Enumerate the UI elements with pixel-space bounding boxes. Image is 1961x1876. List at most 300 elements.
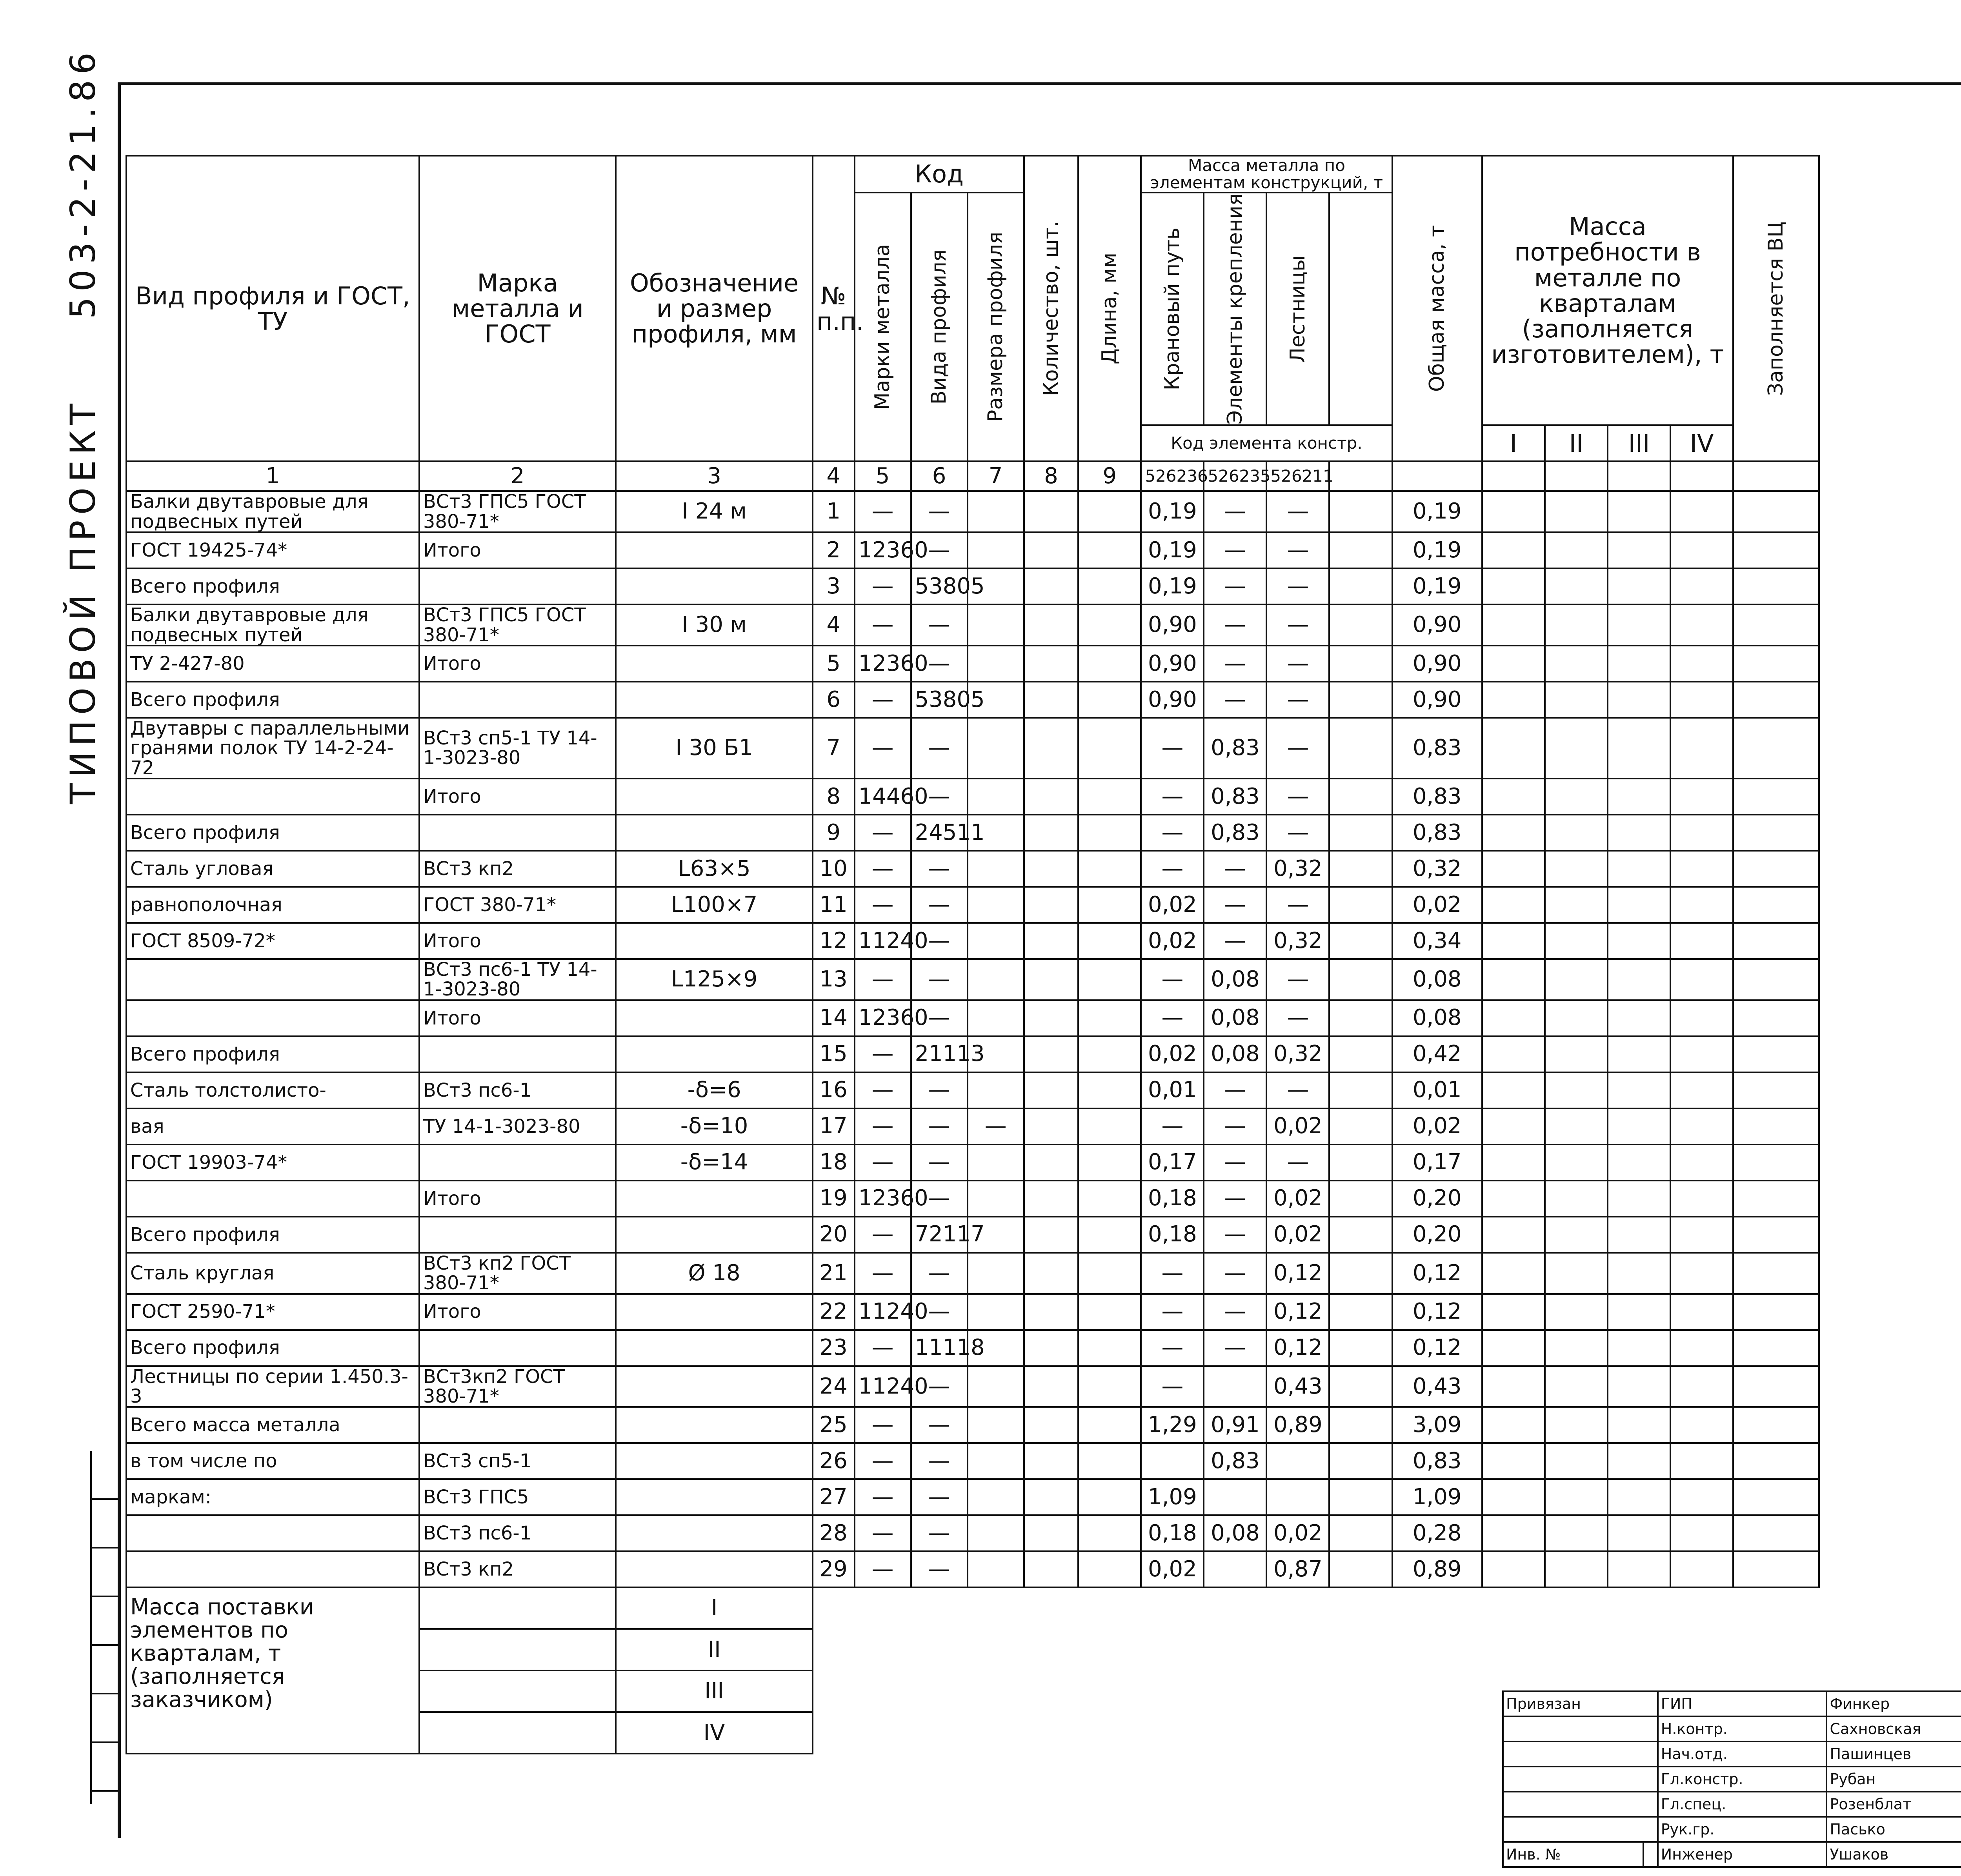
cell-n: 10 [813, 851, 855, 887]
cell-x [1329, 1145, 1392, 1181]
cell-e3: 0,89 [1266, 1407, 1329, 1443]
cell-q4 [1670, 1036, 1733, 1072]
cell-q3 [1608, 1551, 1670, 1587]
cell-e2: — [1204, 1145, 1266, 1181]
cell-e1: 0,18 [1141, 1181, 1204, 1217]
cell-t: 0,28 [1392, 1515, 1482, 1551]
cell-n: 29 [813, 1551, 855, 1587]
cell-l [1078, 1253, 1141, 1294]
cell-x [1329, 1072, 1392, 1108]
cell-r [968, 851, 1024, 887]
cell-e3: 0,12 [1266, 1253, 1329, 1294]
cell-c3: L100×7 [616, 887, 812, 923]
cell-t: 0,19 [1392, 568, 1482, 604]
cell-e1: — [1141, 779, 1204, 815]
cell-t: 0,01 [1392, 1072, 1482, 1108]
header-total-label: Общая масса, т [1425, 225, 1449, 392]
cell-m: — [855, 1443, 911, 1479]
cell-v: — [911, 1366, 968, 1407]
cell-q3 [1608, 532, 1670, 568]
cell-q [1024, 1551, 1079, 1587]
header-quantity-label: Количество, шт. [1039, 221, 1063, 397]
cell-q3 [1608, 887, 1670, 923]
cell-e1: — [1141, 1294, 1204, 1330]
cell-q [1024, 718, 1079, 779]
cell-n: 21 [813, 1253, 855, 1294]
cell-e2: 0,83 [1204, 718, 1266, 779]
table-row [126, 1366, 1819, 1407]
cell-c1 [126, 959, 419, 1000]
header-code-grade-label: Марки металла [871, 244, 895, 410]
cell-vc [1733, 959, 1819, 1000]
cell-m: — [855, 1515, 911, 1551]
cell-t: 0,08 [1392, 1000, 1482, 1036]
cell-c2: ВСт3 пс6-1 [419, 1072, 616, 1108]
supply-quarter: III [616, 1670, 812, 1712]
supply-empty [813, 1629, 1819, 1670]
cell-r [968, 1366, 1024, 1407]
cell-q1 [1482, 851, 1545, 887]
cell-e3 [1266, 1479, 1329, 1515]
cell-q2 [1545, 604, 1608, 646]
cell-vc [1733, 923, 1819, 959]
sign-role: Н.контр. [1658, 1716, 1827, 1741]
cell-x [1329, 1108, 1392, 1145]
cell-c1: Сталь угловая [126, 851, 419, 887]
cell-l [1078, 718, 1141, 779]
cell-q3 [1608, 1515, 1670, 1551]
cell-q [1024, 568, 1079, 604]
header-fixing-label: Элементы крепления [1223, 193, 1247, 425]
cell-e3: 0,87 [1266, 1551, 1329, 1587]
cell-e3: — [1266, 1145, 1329, 1181]
cell-q4 [1670, 923, 1733, 959]
cell-r [968, 532, 1024, 568]
cell-l [1078, 1217, 1141, 1253]
cell-l [1078, 815, 1141, 851]
cell-q2 [1545, 1330, 1608, 1366]
table-row [126, 1217, 1819, 1253]
cell-q1 [1482, 779, 1545, 815]
header-mass-elements: Масса металла по элементам конструкций, т [1141, 156, 1392, 193]
cell-e3: — [1266, 682, 1329, 718]
cell-q3 [1608, 815, 1670, 851]
cell-q4 [1670, 1000, 1733, 1036]
supply-label: Масса поставки элементов по кварталам, т (заполняется заказчиком) [126, 1587, 419, 1754]
cell-q2 [1545, 532, 1608, 568]
sign-role: ГИП [1658, 1691, 1827, 1716]
cell-x [1329, 923, 1392, 959]
cell-q2 [1545, 1145, 1608, 1181]
cell-vc [1733, 1443, 1819, 1479]
cell-e1: 0,02 [1141, 923, 1204, 959]
col-number-blank [1733, 461, 1819, 491]
cell-e3: 0,02 [1266, 1108, 1329, 1145]
cell-n: 12 [813, 923, 855, 959]
cell-m: — [855, 682, 911, 718]
cell-q2 [1545, 779, 1608, 815]
cell-c3 [616, 682, 812, 718]
cell-x [1329, 815, 1392, 851]
cell-vc [1733, 718, 1819, 779]
cell-c1: Всего профиля [126, 1036, 419, 1072]
cell-q4 [1670, 959, 1733, 1000]
signature-block [1502, 1690, 1961, 1868]
header-q4: IV [1670, 425, 1733, 461]
element-code-1: 526236 [1141, 461, 1204, 491]
cell-c1: Всего профиля [126, 682, 419, 718]
table-row [126, 1330, 1819, 1366]
element-code-2: 526235 [1204, 461, 1266, 491]
cell-x [1329, 718, 1392, 779]
supply-cell [419, 1587, 616, 1629]
cell-e2: — [1204, 923, 1266, 959]
cell-q [1024, 604, 1079, 646]
cell-e2: — [1204, 1217, 1266, 1253]
sign-name: Пашинцев [1826, 1741, 1961, 1767]
cell-r: — [968, 1108, 1024, 1145]
cell-c1: вая [126, 1108, 419, 1145]
cell-l [1078, 1515, 1141, 1551]
cell-r [968, 604, 1024, 646]
cell-q4 [1670, 1217, 1733, 1253]
cell-q2 [1545, 851, 1608, 887]
cell-vc [1733, 1366, 1819, 1407]
cell-e3: 0,43 [1266, 1366, 1329, 1407]
cell-l [1078, 491, 1141, 532]
cell-e3: — [1266, 604, 1329, 646]
header-crane [1141, 193, 1204, 425]
cell-t: 0,02 [1392, 1108, 1482, 1145]
cell-n: 15 [813, 1036, 855, 1072]
col-number: 7 [968, 461, 1024, 491]
cell-t: 0,83 [1392, 718, 1482, 779]
table-row [126, 1443, 1819, 1479]
cell-q4 [1670, 568, 1733, 604]
cell-q [1024, 1294, 1079, 1330]
cell-q3 [1608, 1479, 1670, 1515]
cell-l [1078, 532, 1141, 568]
cell-n: 7 [813, 718, 855, 779]
cell-m: 11240 [855, 1294, 911, 1330]
cell-l [1078, 1108, 1141, 1145]
cell-v: 53805 [911, 568, 968, 604]
cell-q3 [1608, 646, 1670, 682]
cell-c3 [616, 1366, 812, 1407]
cell-v: — [911, 1072, 968, 1108]
cell-c1: Сталь толстолисто- [126, 1072, 419, 1108]
cell-q1 [1482, 718, 1545, 779]
cell-e2: — [1204, 682, 1266, 718]
cell-q1 [1482, 815, 1545, 851]
cell-c2 [419, 1407, 616, 1443]
cell-c2: Итого [419, 779, 616, 815]
cell-c2: ВСт3 кп2 ГОСТ 380-71* [419, 1253, 616, 1294]
cell-q3 [1608, 1253, 1670, 1294]
cell-n: 17 [813, 1108, 855, 1145]
cell-q3 [1608, 779, 1670, 815]
cell-e2: — [1204, 1330, 1266, 1366]
header-q2: II [1545, 425, 1608, 461]
cell-q [1024, 959, 1079, 1000]
cell-e2: — [1204, 532, 1266, 568]
cell-x [1329, 1217, 1392, 1253]
element-code-4 [1329, 461, 1392, 491]
cell-m: 12360 [855, 532, 911, 568]
table-row [126, 568, 1819, 604]
cell-q [1024, 1000, 1079, 1036]
supply-quarter: II [616, 1629, 812, 1670]
cell-c1: Всего профиля [126, 568, 419, 604]
cell-t: 0,83 [1392, 1443, 1482, 1479]
cell-m: — [855, 1407, 911, 1443]
cell-e3: 0,02 [1266, 1181, 1329, 1217]
cell-vc [1733, 1479, 1819, 1515]
table-row [126, 1145, 1819, 1181]
cell-c2: ВСт3 пс6-1 ТУ 14-1-3023-80 [419, 959, 616, 1000]
cell-v: — [911, 1253, 968, 1294]
cell-q [1024, 646, 1079, 682]
cell-vc [1733, 491, 1819, 532]
cell-q4 [1670, 1366, 1733, 1407]
sign-name: Финкер [1826, 1691, 1961, 1716]
cell-e2: — [1204, 568, 1266, 604]
cell-c2: ВСт3 ГПС5 ГОСТ 380-71* [419, 491, 616, 532]
cell-e1: — [1141, 959, 1204, 1000]
cell-n: 5 [813, 646, 855, 682]
cell-q [1024, 1181, 1079, 1217]
cell-x [1329, 1515, 1392, 1551]
cell-c3 [616, 1443, 812, 1479]
table-row [126, 923, 1819, 959]
cell-c3 [616, 1330, 812, 1366]
cell-c3 [616, 779, 812, 815]
cell-v: — [911, 959, 968, 1000]
cell-v: — [911, 1181, 968, 1217]
cell-q3 [1608, 1443, 1670, 1479]
cell-n: 3 [813, 568, 855, 604]
cell-e2: — [1204, 851, 1266, 887]
cell-c2 [419, 1145, 616, 1181]
cell-m: 11240 [855, 1366, 911, 1407]
cell-q3 [1608, 682, 1670, 718]
cell-e2: — [1204, 646, 1266, 682]
cell-e3: — [1266, 718, 1329, 779]
cell-r [968, 887, 1024, 923]
cell-e1: — [1141, 1108, 1204, 1145]
cell-l [1078, 1000, 1141, 1036]
cell-vc [1733, 1108, 1819, 1145]
cell-m: — [855, 568, 911, 604]
cell-e3: 0,32 [1266, 851, 1329, 887]
cell-e3 [1266, 1443, 1329, 1479]
cell-e2: — [1204, 1181, 1266, 1217]
cell-vc [1733, 779, 1819, 815]
cell-v: — [911, 923, 968, 959]
cell-t: 0,19 [1392, 532, 1482, 568]
cell-e3: 0,32 [1266, 1036, 1329, 1072]
cell-r [968, 1181, 1024, 1217]
cell-c1: Всего профиля [126, 1217, 419, 1253]
cell-q4 [1670, 1479, 1733, 1515]
cell-r [968, 646, 1024, 682]
cell-q [1024, 1330, 1079, 1366]
cell-q1 [1482, 1330, 1545, 1366]
cell-l [1078, 923, 1141, 959]
cell-c1 [126, 1515, 419, 1551]
table-row [126, 1181, 1819, 1217]
cell-m: — [855, 815, 911, 851]
header-stairs-label: Лестницы [1286, 255, 1310, 363]
cell-m: — [855, 1479, 911, 1515]
cell-x [1329, 1036, 1392, 1072]
cell-q2 [1545, 1551, 1608, 1587]
cell-m: 12360 [855, 1181, 911, 1217]
header-q3: III [1608, 425, 1670, 461]
cell-n: 25 [813, 1407, 855, 1443]
cell-m: — [855, 1145, 911, 1181]
table-row [126, 1253, 1819, 1294]
cell-e3: — [1266, 646, 1329, 682]
cell-m: 11240 [855, 923, 911, 959]
cell-q2 [1545, 923, 1608, 959]
cell-m: — [855, 1036, 911, 1072]
cell-v: — [911, 1551, 968, 1587]
cell-vc [1733, 1217, 1819, 1253]
cell-c2: ТУ 14-1-3023-80 [419, 1108, 616, 1145]
col-number: 6 [911, 461, 968, 491]
cell-c1 [126, 1000, 419, 1036]
cell-c1: Балки двутавровые для подвесных путей [126, 491, 419, 532]
cell-q2 [1545, 1294, 1608, 1330]
cell-e1: — [1141, 1000, 1204, 1036]
cell-t: 0,83 [1392, 815, 1482, 851]
cell-q4 [1670, 532, 1733, 568]
cell-q2 [1545, 887, 1608, 923]
header-code-profile-label: Вида профиля [927, 249, 951, 405]
cell-c2: Итого [419, 646, 616, 682]
table-row [126, 959, 1819, 1000]
cell-vc [1733, 815, 1819, 851]
cell-q [1024, 1407, 1079, 1443]
cell-n: 20 [813, 1217, 855, 1253]
cell-t: 0,20 [1392, 1217, 1482, 1253]
cell-t: 0,12 [1392, 1253, 1482, 1294]
header-index-label: № п.п. [816, 281, 864, 336]
col-number-blank [1392, 461, 1482, 491]
privyazan-label: Привязан [1503, 1691, 1658, 1716]
col-number: 1 [126, 461, 419, 491]
header-quantity [1024, 156, 1079, 461]
cell-e2 [1204, 1479, 1266, 1515]
cell-vc [1733, 532, 1819, 568]
cell-vc [1733, 1145, 1819, 1181]
cell-q2 [1545, 568, 1608, 604]
cell-q [1024, 1217, 1079, 1253]
cell-v: — [911, 718, 968, 779]
cell-c3: I 24 м [616, 491, 812, 532]
cell-x [1329, 1479, 1392, 1515]
table-row [126, 718, 1819, 779]
cell-q3 [1608, 851, 1670, 887]
cell-v: — [911, 1108, 968, 1145]
cell-e1: 0,19 [1141, 532, 1204, 568]
cell-l [1078, 1407, 1141, 1443]
cell-l [1078, 646, 1141, 682]
side-text-project: ТИПОВОЙ ПРОЕКТ [63, 398, 103, 804]
sign-name: Пасько [1826, 1817, 1961, 1842]
cell-r [968, 779, 1024, 815]
cell-q [1024, 1515, 1079, 1551]
table-row [126, 1108, 1819, 1145]
cell-q [1024, 887, 1079, 923]
cell-t: 1,09 [1392, 1479, 1482, 1515]
cell-q2 [1545, 1108, 1608, 1145]
cell-vc [1733, 1330, 1819, 1366]
table-row [126, 887, 1819, 923]
cell-c3: I 30 м [616, 604, 812, 646]
cell-c3 [616, 1479, 812, 1515]
cell-x [1329, 646, 1392, 682]
cell-x [1329, 532, 1392, 568]
cell-q2 [1545, 1443, 1608, 1479]
cell-vc [1733, 1294, 1819, 1330]
cell-l [1078, 779, 1141, 815]
cell-n: 2 [813, 532, 855, 568]
cell-q3 [1608, 718, 1670, 779]
cell-l [1078, 851, 1141, 887]
table-row [126, 1551, 1819, 1587]
cell-c2 [419, 682, 616, 718]
cell-e2: 0,83 [1204, 815, 1266, 851]
cell-e1: 0,90 [1141, 604, 1204, 646]
cell-e2: 0,08 [1204, 959, 1266, 1000]
cell-q1 [1482, 1551, 1545, 1587]
cell-q4 [1670, 1294, 1733, 1330]
table-row [126, 1515, 1819, 1551]
cell-q2 [1545, 959, 1608, 1000]
cell-t: 0,19 [1392, 491, 1482, 532]
cell-x [1329, 1407, 1392, 1443]
cell-q1 [1482, 887, 1545, 923]
cell-q4 [1670, 1253, 1733, 1294]
table-row [126, 1072, 1819, 1108]
header-code-profile [911, 193, 968, 461]
sign-name: Рубан [1826, 1767, 1961, 1792]
cell-q2 [1545, 682, 1608, 718]
cell-q3 [1608, 1036, 1670, 1072]
cell-e3: — [1266, 491, 1329, 532]
cell-c2 [419, 1330, 616, 1366]
table-row [126, 532, 1819, 568]
cell-q2 [1545, 1072, 1608, 1108]
side-stamp [63, 0, 103, 804]
cell-vc [1733, 568, 1819, 604]
cell-e2: — [1204, 604, 1266, 646]
cell-e2: 0,08 [1204, 1000, 1266, 1036]
cell-c2: ГОСТ 380-71* [419, 887, 616, 923]
cell-q2 [1545, 815, 1608, 851]
cell-e2: — [1204, 491, 1266, 532]
cell-q1 [1482, 532, 1545, 568]
table-row [126, 851, 1819, 887]
table-row [126, 1407, 1819, 1443]
table-row [126, 682, 1819, 718]
cell-q2 [1545, 718, 1608, 779]
header-code: Код [855, 156, 1024, 193]
cell-n: 14 [813, 1000, 855, 1036]
cell-x [1329, 568, 1392, 604]
